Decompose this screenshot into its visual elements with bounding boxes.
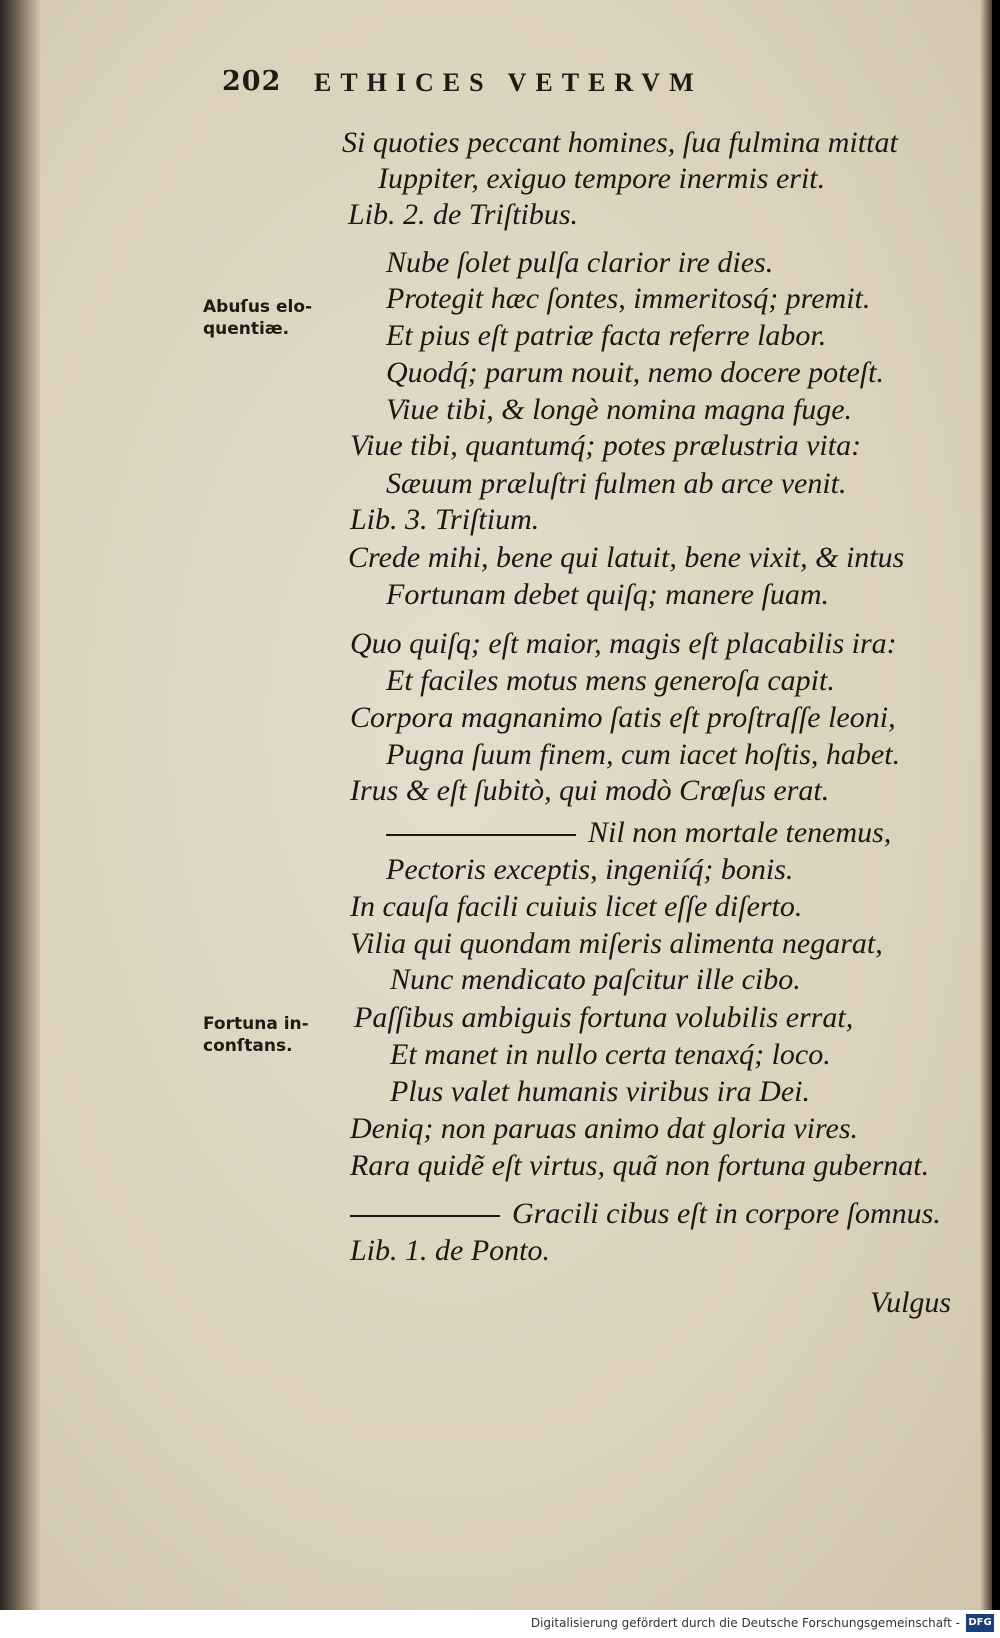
- verse-line: Et manet in nullo certa tenaxq́; loco.: [390, 1038, 831, 1071]
- page-edge-left: [0, 0, 40, 1610]
- verse-line: Quo quiſq; eſt maior, magis eſt placabilis ira:: [350, 627, 897, 660]
- verse-line: In cauſa facili cuiuis licet eſſe diſerto.: [350, 890, 803, 923]
- page-number: 202: [222, 66, 282, 97]
- verse-line: Sæuum præluſtri fulmen ab arce venit.: [386, 467, 847, 500]
- verse-line: Pectoris exceptis, ingeniíq́; bonis.: [386, 853, 794, 886]
- margin-note-line: Abuſus elo-: [203, 297, 313, 317]
- verse-line: Et pius eſt patriæ facta referre labor.: [386, 319, 827, 352]
- verse-line-text: Nil non mortale tenemus,: [588, 816, 892, 849]
- verse-line: Lib. 1. de Ponto.: [350, 1234, 550, 1267]
- margin-note: [203, 296, 312, 340]
- verse-line: Corpora magnanimo ſatis eſt proſtraſſe leoni,: [350, 701, 896, 734]
- dfg-logo-icon: DFG: [966, 1614, 994, 1632]
- verse-line: [386, 815, 891, 851]
- verse-line: Si quoties peccant homines, ſua fulmina mittat: [342, 126, 898, 159]
- verse-line: Nunc mendicato paſcitur ille cibo.: [390, 963, 801, 996]
- margin-note-line: conſtans.: [203, 1036, 293, 1056]
- verse-rule: [350, 1215, 500, 1217]
- footer-bar: [0, 1610, 1000, 1638]
- verse-line: Et faciles motus mens generoſa capit.: [386, 664, 835, 697]
- verse-line: Protegit hæc ſontes, immeritosq́; premit.: [386, 282, 871, 315]
- verse-line: Nube ſolet pulſa clarior ire dies.: [386, 246, 774, 279]
- margin-note-line: Fortuna in-: [203, 1014, 309, 1034]
- verse-line: Viue tibi, quantumq́; potes prælustria vita:: [350, 429, 862, 462]
- verse-line: Lib. 3. Triſtium.: [350, 503, 540, 536]
- margin-note-line: quentiæ.: [203, 319, 290, 339]
- verse-line: Plus valet humanis viribus ira Dei.: [390, 1075, 810, 1108]
- page-edge-right: [980, 0, 992, 1610]
- funding-credit: Digitalisierung gefördert durch die Deutsche Forschungsgemeinschaft -: [530, 1616, 960, 1630]
- verse-line: Irus & eſt ſubitò, qui modò Crœſus erat.: [350, 774, 830, 807]
- verse-line: Quodq́; parum nouit, nemo docere poteſt.: [386, 356, 884, 389]
- page-header: [222, 66, 902, 106]
- running-head: ETHICES VETERVM: [314, 68, 703, 97]
- verse-line: [350, 1196, 941, 1232]
- verse-line: Deniq; non paruas animo dat gloria vires.: [350, 1112, 859, 1145]
- verse-line: Fortunam debet quiſq; manere ſuam.: [386, 578, 829, 611]
- verse-line: Vilia qui quondam miſeris alimenta negarat,: [350, 927, 883, 960]
- verse-line: Crede mihi, bene qui latuit, bene vixit, & intus: [348, 541, 905, 574]
- verse-line: Paſſibus ambiguis fortuna volubilis errat,: [354, 1001, 854, 1034]
- margin-note: [203, 1013, 309, 1057]
- catchword: Vulgus: [870, 1286, 952, 1319]
- verse-line-text: Gracili cibus eſt in corpore ſomnus.: [512, 1197, 941, 1230]
- verse-line: Viue tibi, & longè nomina magna fuge.: [386, 393, 853, 426]
- verse-line: Rara quidẽ eſt virtus, quã non fortuna gubernat.: [350, 1149, 930, 1182]
- verse-line: Iuppiter, exiguo tempore inermis erit.: [378, 162, 826, 195]
- verse-rule: [386, 834, 576, 836]
- verse-line: Pugna ſuum finem, cum iacet hoſtis, habet.: [386, 738, 901, 771]
- verse-line: Lib. 2. de Triſtibus.: [348, 198, 579, 231]
